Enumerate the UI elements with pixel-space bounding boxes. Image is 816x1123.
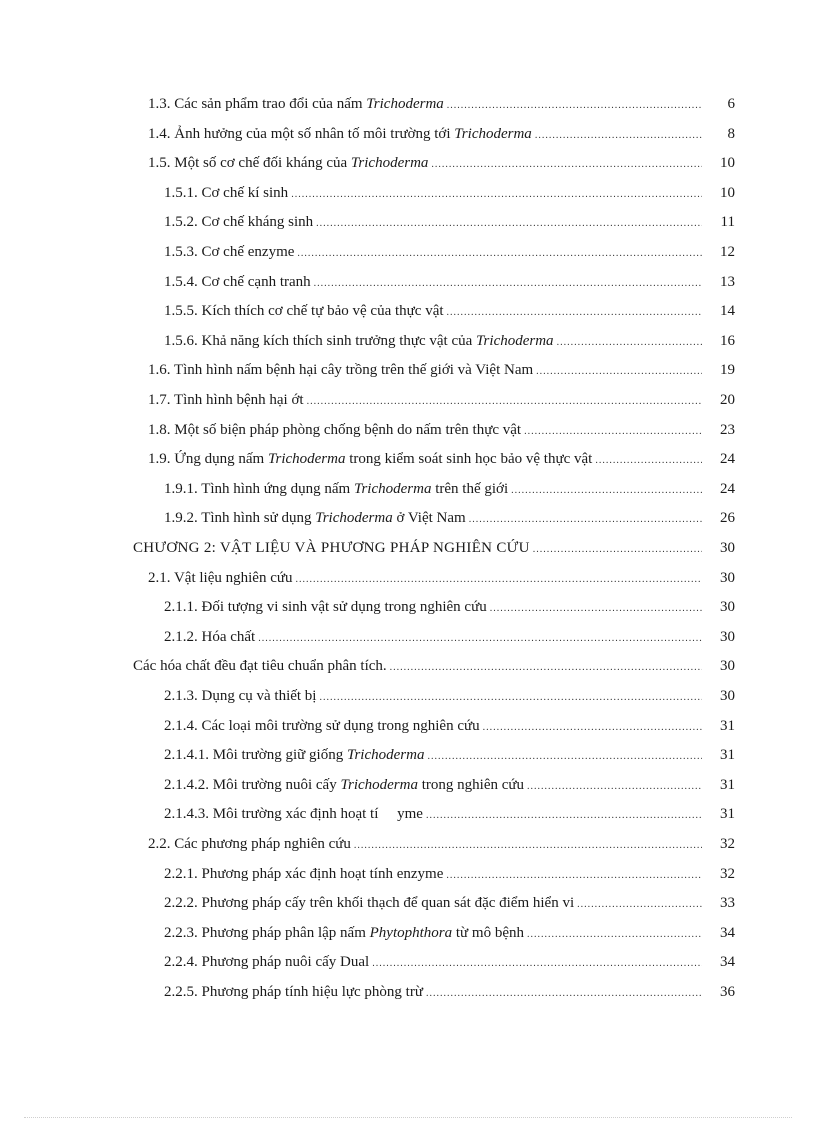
dot-leader [595,449,702,473]
toc-entry-title: 2.1.4.2. Môi trường nuôi cấy Trichoderma trong nghiên cứu [164,777,525,793]
toc-entry [133,654,735,678]
toc-entry-title: 1.5.3. Cơ chế enzyme [164,244,295,260]
toc-entry-title: 2.2.5. Phương pháp tính hiệu lực phòng trừ [164,984,423,1000]
toc-page-number: 16 [720,333,735,349]
toc-entry-title: 1.5.5. Kích thích cơ chế tự bảo vệ của thực vật [164,303,444,319]
toc-entry [164,950,735,974]
toc-entry [164,773,735,797]
dot-leader [291,183,702,207]
toc-entry [164,240,735,264]
toc-entry [164,299,735,323]
dot-leader [307,390,702,414]
toc-page-number: 13 [720,274,735,290]
dot-leader [297,242,702,266]
dot-leader [426,982,702,1006]
dot-leader [490,597,702,621]
toc-entry [164,625,735,649]
toc-page-number: 32 [720,836,735,852]
dot-leader [296,568,703,592]
toc-entry-title: Các hóa chất đều đạt tiêu chuẩn phân tích. [133,658,387,674]
toc-entry [164,714,735,738]
toc-page-number: 31 [720,777,735,793]
toc-entry-title: 1.9.1. Tình hình ứng dụng nấm Trichoderma trên thế giới [164,481,509,497]
toc-entry [164,980,735,1004]
dot-leader [527,923,702,947]
dot-leader [535,124,702,148]
dot-leader [511,479,702,503]
toc-entry-title: 2.1.2. Hóa chất [164,629,256,645]
toc-entry-title: 2.2.3. Phương pháp phân lập nấm Phytophthora từ mô bệnh [164,925,524,941]
toc-page-number: 23 [720,422,735,438]
dot-leader [527,775,702,799]
toc-entry-title: 2.1.4.1. Môi trường giữ giống Trichoderma [164,747,425,763]
toc-page-number: 34 [720,954,735,970]
toc-page-number: 31 [720,747,735,763]
toc-page-number: 33 [720,895,735,911]
toc-page-number: 36 [720,984,735,1000]
toc-entry-title: 2.1.3. Dụng cụ và thiết bị [164,688,317,704]
toc-page-number: 10 [720,185,735,201]
toc-entry-title: 2.1.4.3. Môi trường xác định hoạt tí yme [164,806,423,822]
toc-entry [148,418,735,442]
toc-entry [164,506,735,530]
toc-entry-title: 1.8. Một số biện pháp phòng chống bệnh do nấm trên thực vật [148,422,522,438]
toc-page-number: 11 [720,214,735,230]
toc-page-number: 12 [720,244,735,260]
toc-entry-title: 1.4. Ảnh hưởng của một số nhân tố môi trường tới Trichoderma [148,126,532,142]
toc-page-number: 30 [720,629,735,645]
toc-page-number: 10 [720,155,735,171]
toc-page-number: 30 [720,540,735,556]
toc-entry-title: 1.9. Ứng dụng nấm Trichoderma trong kiểm soát sinh học bảo vệ thực vật [148,451,593,467]
toc-chapter-entry [133,536,735,560]
dot-leader [446,864,702,888]
dot-leader [483,716,702,740]
dot-leader [426,804,702,828]
toc-entry-title: 1.6. Tình hình nấm bệnh hại cây trồng trên thế giới và Việt Nam [148,362,534,378]
dot-leader [314,272,702,296]
toc-entry-title: 1.5.4. Cơ chế cạnh tranh [164,274,311,290]
dot-leader [354,834,702,858]
toc-entry [164,684,735,708]
toc-entry [164,743,735,767]
toc-entry [164,477,735,501]
dot-leader [577,893,702,917]
toc-page-number: 8 [727,126,735,142]
dot-leader [390,656,702,680]
dot-leader [524,420,702,444]
toc-entry [164,862,735,886]
toc-entry-title: 2.1.4. Các loại môi trường sử dụng trong nghiên cứu [164,718,480,734]
dot-leader [319,686,702,710]
toc-entry-title: 2.2. Các phương pháp nghiên cứu [148,836,351,852]
dot-leader [469,508,702,532]
toc-entry [164,595,735,619]
toc-entry [148,151,735,175]
toc-entry-title: CHƯƠNG 2: VẬT LIỆU VÀ PHƯƠNG PHÁP NGHIÊN CỨU [133,540,530,556]
page-bottom-divider [24,1117,792,1118]
toc-entry [148,832,735,856]
dot-leader [258,627,702,651]
toc-entry [164,329,735,353]
toc-entry [164,210,735,234]
toc-page-number: 19 [720,362,735,378]
toc-entry-title: 1.7. Tình hình bệnh hại ớt [148,392,304,408]
dot-leader [447,94,702,118]
dot-leader [316,212,702,236]
toc-entry [148,92,735,116]
toc-entry-title: 1.3. Các sản phẩm trao đổi của nấm Trichoderma [148,96,444,112]
toc-page-number: 30 [720,658,735,674]
toc-page-number: 20 [720,392,735,408]
toc-entry [164,921,735,945]
toc-page-number: 14 [720,303,735,319]
toc-entry [164,891,735,915]
toc-entry-title: 1.5.1. Cơ chế kí sinh [164,185,289,201]
dot-leader [536,360,702,384]
toc-page-number: 30 [720,688,735,704]
toc-entry [164,270,735,294]
dot-leader [431,153,702,177]
toc-entry [164,181,735,205]
toc-entry-title: 2.1.1. Đối tượng vi sinh vật sử dụng trong nghiên cứu [164,599,487,615]
dot-leader [557,331,702,355]
toc-page-number: 31 [720,718,735,734]
toc-entry-title: 2.1. Vật liệu nghiên cứu [148,570,293,586]
toc-entry [148,388,735,412]
toc-entry [148,358,735,382]
toc-entry [148,447,735,471]
dot-leader [372,952,702,976]
toc-entry-title: 2.2.1. Phương pháp xác định hoạt tính enzyme [164,866,444,882]
toc-page-number: 24 [720,481,735,497]
dot-leader [447,301,702,325]
toc-page-number: 30 [720,599,735,615]
toc-entry-title: 2.2.4. Phương pháp nuôi cấy Dual [164,954,370,970]
toc-page-number: 26 [720,510,735,526]
toc-entry-title: 1.9.2. Tình hình sử dụng Trichoderma ở Việt Nam [164,510,466,526]
dot-leader [427,745,702,769]
toc-page-number: 30 [720,570,735,586]
toc-page-number: 34 [720,925,735,941]
dot-leader [533,538,702,562]
toc-entry [148,566,735,590]
toc-page-number: 32 [720,866,735,882]
toc-page-number: 6 [727,96,735,112]
toc-entry [164,802,735,826]
toc-entry-title: 1.5.6. Khả năng kích thích sinh trưởng thực vật của Trichoderma [164,333,554,349]
toc-page-number: 24 [720,451,735,467]
toc-entry [148,122,735,146]
toc-entry-title: 1.5. Một số cơ chế đối kháng của Trichoderma [148,155,429,171]
toc-entry-title: 1.5.2. Cơ chế kháng sinh [164,214,314,230]
toc-page-number: 31 [720,806,735,822]
toc-entry-title: 2.2.2. Phương pháp cấy trên khối thạch để quan sát đặc điểm hiển vi [164,895,575,911]
